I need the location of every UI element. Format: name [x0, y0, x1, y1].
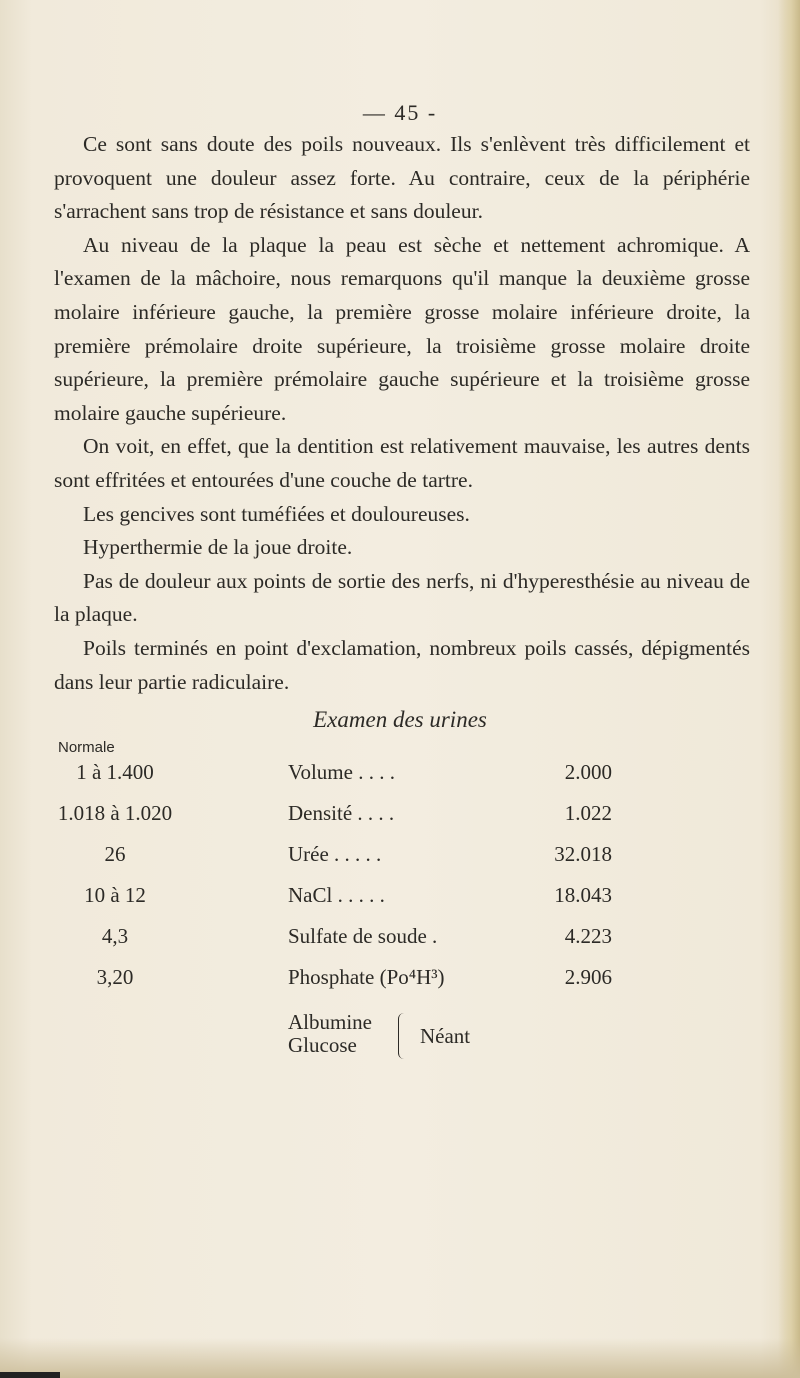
paragraph: Les gencives sont tuméfiées et douloureuses.: [83, 501, 470, 526]
measured-value: 32.018: [554, 842, 612, 866]
measured-value: 1.022: [564, 801, 612, 825]
page-number: — 45 -: [362, 100, 438, 125]
normal-value: 3,20: [96, 965, 134, 989]
normal-value: 10 à 12: [84, 883, 146, 907]
measure-label: Densité . . . .: [288, 801, 395, 825]
albumine-label: Albumine: [288, 1010, 372, 1034]
page-bottom-shadow: [0, 1338, 800, 1378]
measured-value: 2.000: [564, 760, 612, 784]
glucose-label: Glucose: [288, 1033, 357, 1057]
body-text: [54, 128, 750, 699]
normal-value: 1 à 1.400: [76, 760, 154, 784]
measure-label: Sulfate de soude .: [288, 924, 438, 948]
urine-exam-title: Examen des urines: [313, 707, 487, 732]
normal-value: 26: [104, 842, 126, 866]
measure-label: Urée . . . . .: [288, 842, 382, 866]
measure-label: Phosphate (Po⁴H³): [288, 965, 445, 989]
table-row: [0, 965, 800, 995]
paragraph: Hyperthermie de la joue droite.: [83, 535, 353, 560]
table-row: [0, 924, 800, 954]
table-row: [0, 883, 800, 913]
table-row: [0, 760, 800, 790]
absent-value: Néant: [420, 1024, 471, 1048]
table-row: [0, 801, 800, 831]
brace-icon: [398, 1013, 407, 1059]
page-edge-shadow: [778, 0, 800, 1378]
paragraph: On voit, en effet, que la dentition est relativement mauvaise, les autres dents sont effritées et entourées d'une couche de tartre.: [54, 434, 750, 492]
measure-label: Volume . . . .: [288, 760, 395, 784]
scan-border: [0, 1372, 60, 1378]
table-row: [0, 842, 800, 872]
absent-items: [288, 1011, 372, 1057]
paragraph: Pas de douleur aux points de sortie des nerfs, ni d'hyperesthésie au niveau de la plaque.: [54, 568, 750, 627]
measured-value: 4.223: [564, 924, 612, 948]
paragraph: Au niveau de la plaque la peau est sèche et nettement achromique. A l'examen de la mâchoire, nous remarquons qu'il manque la deuxième grosse molaire inférieure gauche, la première grosse molaire inférieure droite, la première prémolaire droite supérieure, la troisième grosse molaire droite supérieure, la première prémolaire gauche supérieure et la troisième grosse molaire gauche supérieure.: [54, 232, 750, 425]
measured-value: 2.906: [564, 965, 612, 989]
measure-label: NaCl . . . . .: [288, 883, 385, 907]
normal-column-header: Normale: [58, 739, 115, 756]
measured-value: 18.043: [554, 883, 612, 907]
paragraph: Ce sont sans doute des poils nouveaux. Ils s'enlèvent très difficilement et provoquent une douleur assez forte. Au contraire, ceux de la périphérie s'arrachent sans trop de résistance et sans douleur.: [54, 132, 750, 224]
normal-value: 4,3: [101, 924, 129, 948]
normal-value: 1.018 à 1.020: [57, 801, 173, 825]
paragraph: Poils terminés en point d'exclamation, nombreux poils cassés, dépigmentés dans leur partie radiculaire.: [54, 635, 750, 694]
